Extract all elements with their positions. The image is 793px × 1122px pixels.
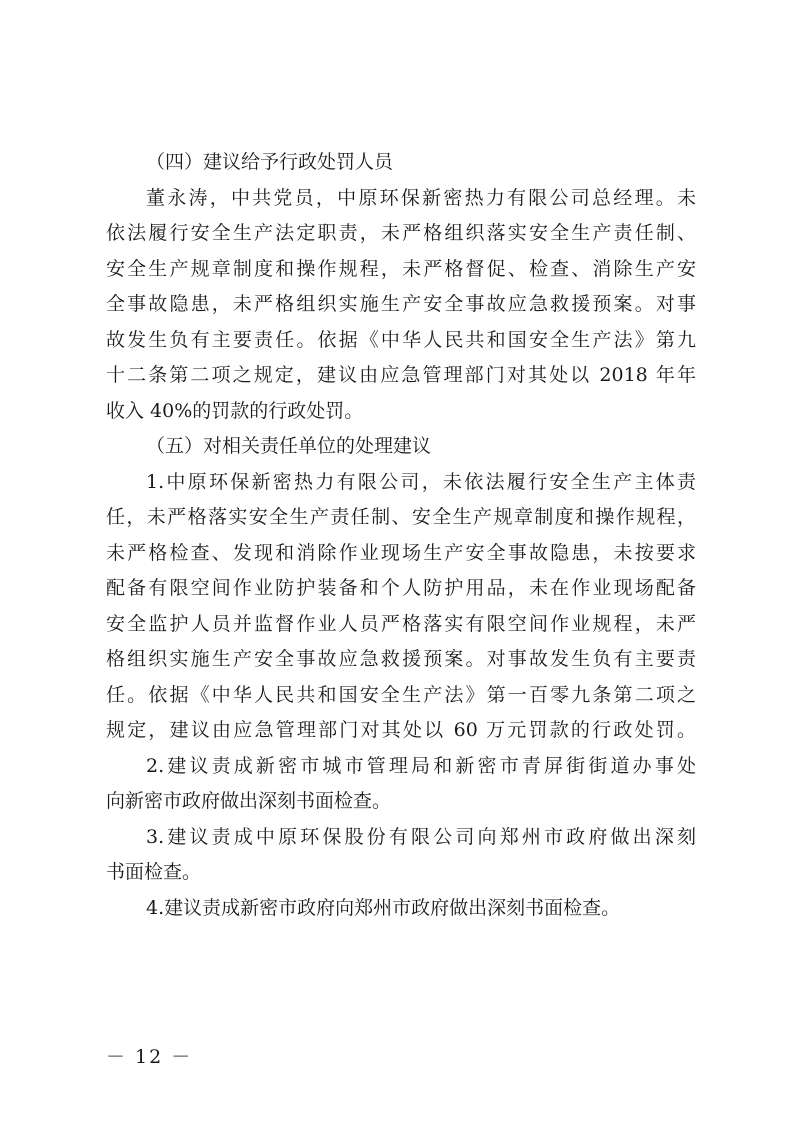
list-item-1-line: 安全监护人员并监督作业人员严格落实有限空间作业规程，未严 xyxy=(106,612,696,635)
list-item-2-line: 2.建议责成新密市城市管理局和新密市青屏街街道办事处 xyxy=(146,754,696,777)
list-item-3-line: 书面检查。 xyxy=(106,861,202,883)
list-item-2-line: 向新密市政府做出深刻书面检查。 xyxy=(106,790,392,812)
list-item-1-line: 配备有限空间作业防护装备和个人防护用品，未在作业现场配备 xyxy=(106,577,696,599)
paragraph-line: 十二条第二项之规定，建议由应急管理部门对其处以 2018 年年 xyxy=(106,364,696,386)
list-item-1-line: 未严格检查、发现和消除作业现场生产安全事故隐患，未按要求 xyxy=(106,541,696,564)
section-heading-5: （五）对相关责任单位的处理建议 xyxy=(146,435,432,457)
paragraph-line: 故发生负有主要责任。依据《中华人民共和国安全生产法》第九 xyxy=(106,328,696,351)
list-item-3-line: 3.建议责成中原环保股份有限公司向郑州市政府做出深刻 xyxy=(146,825,696,848)
paragraph-line: 依法履行安全生产法定职责，未严格组织落实安全生产责任制、 xyxy=(106,222,696,244)
list-item-1-line: 格组织实施生产安全事故应急救援预案。对事故发生负有主要责 xyxy=(106,648,696,670)
paragraph-line: 全事故隐患，未严格组织实施生产安全事故应急救援预案。对事 xyxy=(106,293,696,315)
document-body xyxy=(106,145,696,926)
list-item-1-line: 任。依据《中华人民共和国安全生产法》第一百零九条第二项之 xyxy=(106,683,696,706)
list-item-1-line: 规定，建议由应急管理部门对其处以 60 万元罚款的行政处罚。 xyxy=(106,719,696,741)
section-heading-4: （四）建议给予行政处罚人员 xyxy=(146,151,394,173)
paragraph-line: 收入 40%的罚款的行政处罚。 xyxy=(106,399,364,422)
paragraph-line: 董永涛，中共党员，中原环保新密热力有限公司总经理。未 xyxy=(146,186,696,209)
page-number: － 12 － xyxy=(106,1046,193,1068)
list-item-4-line: 4.建议责成新密市政府向郑州市政府做出深刻书面检查。 xyxy=(146,896,621,919)
list-item-1-line: 任，未严格落实安全生产责任制、安全生产规章制度和操作规程， xyxy=(106,506,696,528)
paragraph-line: 安全生产规章制度和操作规程，未严格督促、检查、消除生产安 xyxy=(106,257,696,280)
list-item-1-line: 1.中原环保新密热力有限公司，未依法履行安全生产主体责 xyxy=(146,470,696,493)
